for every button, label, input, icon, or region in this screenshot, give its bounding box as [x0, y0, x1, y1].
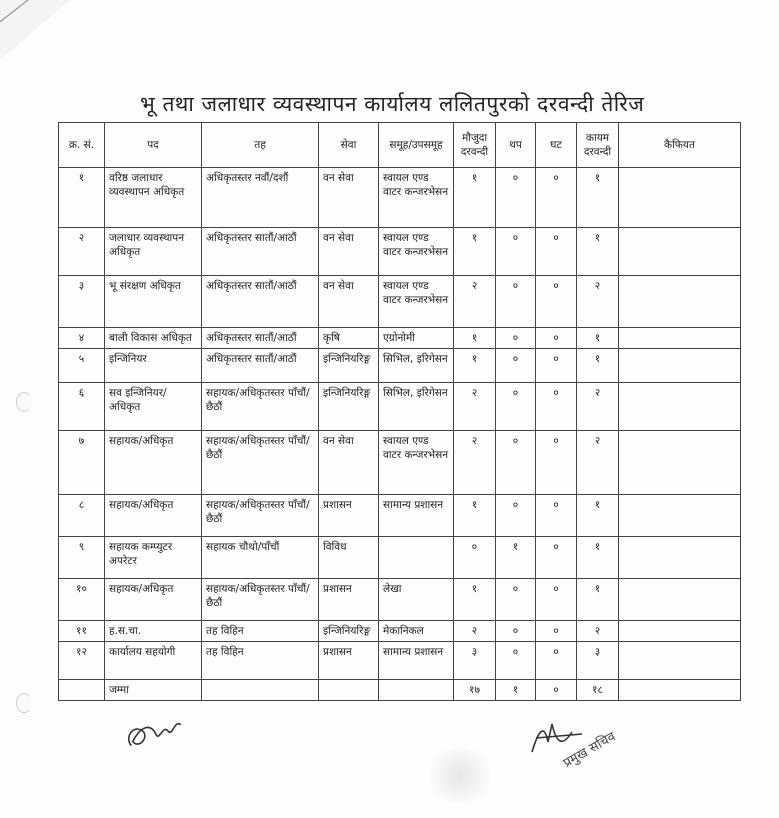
cell-samuha: स्वायल एण्ड वाटर कन्जरभेसन — [379, 276, 454, 328]
cell-maujuda: ३ — [454, 642, 496, 680]
cell-ghat: ० — [536, 228, 577, 276]
cell-samuha: सामान्य प्रशासन — [379, 642, 454, 680]
cell-sewa: इन्जिनियरिङ्ग — [319, 349, 379, 383]
cell-kayam: १ — [577, 495, 619, 537]
cell-kayam: २ — [577, 383, 619, 431]
cell-tah: सहायक/अधिकृतस्तर पाँचौं/छैठौं — [202, 495, 319, 537]
cell-sn: ६ — [59, 383, 105, 431]
table-row — [59, 431, 741, 495]
cell-kayam: २ — [577, 621, 619, 642]
cell-sn: ७ — [59, 431, 105, 495]
cell-tah: सहायक/अधिकृतस्तर पाँचौं/छैठौं — [202, 431, 319, 495]
cell-tah: तह विहिन — [202, 642, 319, 680]
cell-sn: १२ — [59, 642, 105, 680]
cell-kayam: १ — [577, 349, 619, 383]
cell-tah: तह विहिन — [202, 621, 319, 642]
cell-maujuda: १ — [454, 168, 496, 228]
cell-sn: १० — [59, 579, 105, 621]
total-samuha-cell — [379, 680, 454, 701]
cell-maujuda: २ — [454, 383, 496, 431]
cell-sn: १ — [59, 168, 105, 228]
cell-sn: ५ — [59, 349, 105, 383]
cell-kayam: १ — [577, 228, 619, 276]
cell-samuha: सिभिल, इरिगेसन — [379, 349, 454, 383]
cell-thap: ० — [496, 328, 536, 349]
cell-tah: अधिकृतस्तर सातौं/आठौं — [202, 328, 319, 349]
cell-sn: ९ — [59, 537, 105, 579]
cell-pad: वरिष्ठ जलाधार व्यवस्थापन अधिकृत — [105, 168, 202, 228]
cell-maujuda: २ — [454, 276, 496, 328]
cell-sewa: प्रशासन — [319, 495, 379, 537]
cell-pad: कार्यालय सहयोगी — [105, 642, 202, 680]
cell-pad: बाली विकास अधिकृत — [105, 328, 202, 349]
cell-sewa: वन सेवा — [319, 431, 379, 495]
total-sn-cell — [59, 680, 105, 701]
cell-kayam: १ — [577, 168, 619, 228]
header-thap: थप — [496, 123, 536, 168]
cell-thap: ० — [496, 228, 536, 276]
cell-sn: ४ — [59, 328, 105, 349]
cell-thap: ० — [496, 276, 536, 328]
cell-kayam: २ — [577, 431, 619, 495]
total-thap: १ — [496, 680, 536, 701]
total-kayam: १८ — [577, 680, 619, 701]
cell-tah: अधिकृतस्तर नवौं/दशौं — [202, 168, 319, 228]
cell-maujuda: १ — [454, 579, 496, 621]
cell-pad: सहायक/अधिकृत — [105, 431, 202, 495]
cell-pad: भू संरक्षण अधिकृत — [105, 276, 202, 328]
signatory-caption: प्रमुख सचिव — [560, 729, 619, 772]
cell-sn: ११ — [59, 621, 105, 642]
total-tah-cell — [202, 680, 319, 701]
cell-kaifiyat — [619, 276, 741, 328]
cell-thap: ० — [496, 431, 536, 495]
total-row — [59, 680, 741, 701]
cell-kayam: १ — [577, 579, 619, 621]
header-row — [59, 123, 741, 168]
cell-kaifiyat — [619, 328, 741, 349]
table-row — [59, 579, 741, 621]
cell-kaifiyat — [619, 431, 741, 495]
cell-sewa: इन्जिनियरिङ्ग — [319, 383, 379, 431]
cell-thap: ० — [496, 349, 536, 383]
cell-kaifiyat — [619, 579, 741, 621]
cell-tah: अधिकृतस्तर सातौं/आठौं — [202, 349, 319, 383]
cell-ghat: ० — [536, 495, 577, 537]
header-kaifiyat: कैफियत — [619, 123, 741, 168]
cell-samuha — [379, 537, 454, 579]
document-title: भू तथा जलाधार व्यवस्थापन कार्यालय ललितपुरको दरवन्दी तेरिज — [140, 92, 645, 116]
cell-tah: सहायक/अधिकृतस्तर पाँचौं/छैठौं — [202, 579, 319, 621]
cell-ghat: ० — [536, 383, 577, 431]
header-pad: पद — [105, 123, 202, 168]
header-sewa: सेवा — [319, 123, 379, 168]
cell-samuha: स्वायल एण्ड वाटर कन्जरभेसन — [379, 228, 454, 276]
total-maujuda: १७ — [454, 680, 496, 701]
header-sn: क्र. सं. — [59, 123, 105, 168]
cell-pad: सहायक/अधिकृत — [105, 495, 202, 537]
cell-maujuda: १ — [454, 495, 496, 537]
cell-samuha: लेखा — [379, 579, 454, 621]
cell-thap: १ — [496, 537, 536, 579]
header-ghat: घट — [536, 123, 577, 168]
table-row — [59, 537, 741, 579]
cell-pad: सहायक/अधिकृत — [105, 579, 202, 621]
header-maujuda: मौजुदा दरवन्दी — [454, 123, 496, 168]
cell-ghat: ० — [536, 328, 577, 349]
cell-thap: ० — [496, 621, 536, 642]
cell-ghat: ० — [536, 537, 577, 579]
punch-hole-upper — [16, 392, 32, 412]
total-sewa-cell — [319, 680, 379, 701]
header-tah: तह — [202, 123, 319, 168]
cell-kaifiyat — [619, 383, 741, 431]
cell-maujuda: २ — [454, 431, 496, 495]
cell-pad: जलाधार व्यवस्थापन अधिकृत — [105, 228, 202, 276]
cell-kaifiyat — [619, 228, 741, 276]
cell-ghat: ० — [536, 168, 577, 228]
punch-hole-lower — [16, 693, 32, 713]
cell-sewa: वन सेवा — [319, 228, 379, 276]
cell-ghat: ० — [536, 642, 577, 680]
cell-maujuda: २ — [454, 621, 496, 642]
total-kaifiyat-cell — [619, 680, 741, 701]
cell-thap: ० — [496, 579, 536, 621]
cell-kaifiyat — [619, 642, 741, 680]
cell-sewa: प्रशासन — [319, 642, 379, 680]
cell-sewa: कृषि — [319, 328, 379, 349]
cell-thap: ० — [496, 168, 536, 228]
cell-kaifiyat — [619, 495, 741, 537]
cell-maujuda: ० — [454, 537, 496, 579]
page-corner-fold — [0, 0, 70, 60]
cell-tah: सहायक चौथो/पाँचौं — [202, 537, 319, 579]
table-row — [59, 228, 741, 276]
table-row — [59, 383, 741, 431]
cell-sewa: वन सेवा — [319, 276, 379, 328]
cell-tah: अधिकृतस्तर सातौं/आठौं — [202, 276, 319, 328]
cell-sewa: इन्जिनियरिङ्ग — [319, 621, 379, 642]
cell-pad: सव इन्जिनियर/अधिकृत — [105, 383, 202, 431]
signature-left — [119, 707, 195, 761]
cell-samuha: सामान्य प्रशासन — [379, 495, 454, 537]
cell-kayam: २ — [577, 276, 619, 328]
header-samuha: समूह/उपसमूह — [379, 123, 454, 168]
table-row — [59, 621, 741, 642]
cell-maujuda: १ — [454, 228, 496, 276]
cell-ghat: ० — [536, 276, 577, 328]
table-row — [59, 349, 741, 383]
cell-samuha: सिभिल, इरिगेसन — [379, 383, 454, 431]
header-kayam: कायम दरवन्दी — [577, 123, 619, 168]
cell-pad: इन्जिनियर — [105, 349, 202, 383]
total-ghat: ० — [536, 680, 577, 701]
cell-thap: ० — [496, 383, 536, 431]
cell-kaifiyat — [619, 537, 741, 579]
cell-sewa: वन सेवा — [319, 168, 379, 228]
table-row — [59, 495, 741, 537]
cell-kaifiyat — [619, 621, 741, 642]
cell-thap: ० — [496, 642, 536, 680]
cell-pad: ह.स.चा. — [105, 621, 202, 642]
cell-ghat: ० — [536, 579, 577, 621]
cell-ghat: ० — [536, 349, 577, 383]
cell-thap: ० — [496, 495, 536, 537]
cell-sn: ३ — [59, 276, 105, 328]
cell-maujuda: १ — [454, 349, 496, 383]
cell-kaifiyat — [619, 349, 741, 383]
cell-samuha: स्वायल एण्ड वाटर कन्जरभेसन — [379, 431, 454, 495]
total-label: जम्मा — [105, 680, 202, 701]
cell-kaifiyat — [619, 168, 741, 228]
cell-kayam: ३ — [577, 642, 619, 680]
cell-pad: सहायक कम्प्युटर अपरेटर — [105, 537, 202, 579]
cell-kayam: १ — [577, 537, 619, 579]
cell-samuha: एग्रोनोमी — [379, 328, 454, 349]
cell-sewa: विविध — [319, 537, 379, 579]
office-stamp-smudge — [425, 748, 495, 803]
table-row — [59, 168, 741, 228]
cell-tah: सहायक/अधिकृतस्तर पाँचौं/छैठौं — [202, 383, 319, 431]
cell-samuha: स्वायल एण्ड वाटर कन्जरभेसन — [379, 168, 454, 228]
cell-tah: अधिकृतस्तर सातौं/आठौं — [202, 228, 319, 276]
cell-ghat: ० — [536, 621, 577, 642]
darbandi-table — [58, 122, 741, 701]
cell-sn: ८ — [59, 495, 105, 537]
cell-sewa: प्रशासन — [319, 579, 379, 621]
table-row — [59, 642, 741, 680]
cell-kayam: १ — [577, 328, 619, 349]
cell-ghat: ० — [536, 431, 577, 495]
table-row — [59, 276, 741, 328]
cell-samuha: मेकानिकल — [379, 621, 454, 642]
cell-sn: २ — [59, 228, 105, 276]
cell-maujuda: १ — [454, 328, 496, 349]
table-row — [59, 328, 741, 349]
